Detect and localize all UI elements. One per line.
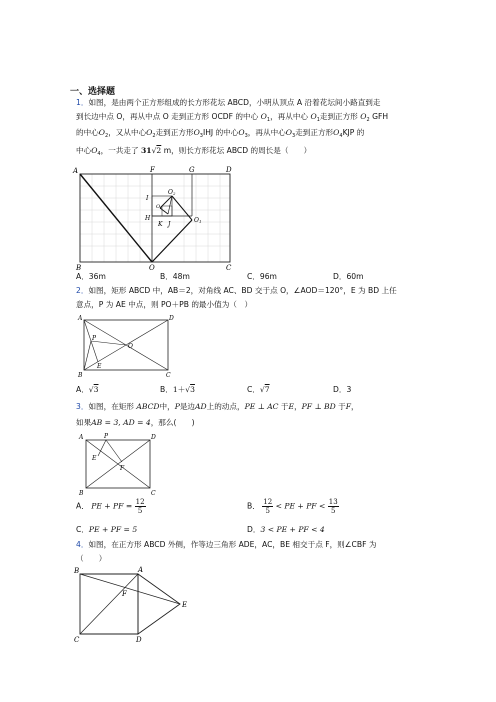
q1-rectangle-abcd [80,174,230,262]
q3-t1e: 是边 [179,402,196,411]
q3-line-pf [106,440,122,462]
q3-opt-b-den1: 5 [265,507,270,515]
q4-label-f: F [122,590,127,598]
q4-label-a: A [138,566,144,574]
q1-text-4a: 中心 [76,146,92,155]
q3-option-d[interactable] [247,524,325,535]
q2-label-e: E [97,363,102,370]
q3-t1c: 中， [159,402,175,411]
q1-label-o3: O [156,204,161,210]
q1-text-2c: 走到正方形 [319,112,358,121]
q3-option-b[interactable] [247,498,339,515]
q2-line-2: 意点，P 为 AE 中点，则 PO＋PB 的最小值为（ ） [76,300,253,309]
q3-line-2 [76,418,195,428]
q2-label-d: D [169,315,174,322]
q3-t1m: 于 [338,402,346,411]
q3-label-c: C [151,490,156,496]
q2-option-b-pre: 1＋ [172,385,186,394]
q3-t2a: 如果 [76,418,92,427]
q1-o3b: O [238,128,245,137]
q3-t1b: ABCD [136,402,160,411]
q4-line-be [80,574,180,604]
q2-option-a-value: 3 [93,385,99,394]
q3-number: 3． [76,402,89,411]
q1-o1b-sub: 1 [316,117,320,123]
q3-line-1 [76,402,359,412]
q3-label-p: P [104,433,109,440]
q4-label-e: E [182,601,188,609]
q1-sqrt-value: 2 [156,146,162,155]
q3-t1a: 如图，在矩形 [88,402,134,411]
q1-text-2a: 到长边中点 O，再从中点 O 走到正方形 OCDF 的中心 [76,112,259,121]
q3-opt-b-fraction-1 [262,498,273,515]
q2-line-1 [76,286,397,296]
q1-label-a: A [73,167,79,175]
q2-option-c[interactable] [247,384,270,395]
q4-number: 4． [76,540,89,549]
q1-o2b-sub: 2 [105,133,109,139]
q1-label-b: B [76,264,82,272]
q3-opt-a-num: 12 [135,498,145,506]
q1-label-f: F [150,166,155,174]
q2-option-a[interactable] [76,384,98,395]
q3-t1l: PF ⊥ BD [301,402,336,411]
q3-opt-b-label: B． [247,501,260,511]
q1-walked: 31 [141,146,152,155]
q2-option-a-label: A． [76,385,89,394]
q1-o4: O [333,128,340,137]
q1-o1b: O [310,112,317,121]
q3-opt-d-label: D． [247,525,261,534]
q1-label-o3-sub: 3 [160,206,163,210]
q2-text-1: 如图，矩形 ABCD 中，AB＝2，对角线 AC、BD 交于点 O，∠AOD＝120°，E 为 BD 上任 [88,286,397,295]
q3-opt-b-num1: 12 [263,498,273,506]
q1-text-3g: KJP 的 [342,128,365,137]
q3-opt-d-expr: 3 < PE + PF < 4 [260,525,325,534]
q3-t1h: PE ⊥ AC [244,402,279,411]
q2-number: 2． [76,286,89,295]
q1-grid [80,174,230,262]
q1-option-b[interactable]: B．48m [160,272,190,281]
q2-option-c-value: 7 [264,385,270,394]
q1-label-o1: O [194,217,199,224]
q1-o4-sub: 4 [339,133,343,139]
q2-label-b: B [78,372,83,378]
q4-line-2: （ ） [76,554,107,563]
section-title: 一、选择题 [70,87,116,97]
q2-label-a: A [78,315,83,322]
q1-line-3 [76,128,364,141]
q1-option-a[interactable]: A．36m [76,272,106,281]
q1-path-o1-o2 [172,196,192,220]
q1-text-3e: ，再从中心 [247,128,286,137]
q1-o1: O [260,112,267,121]
q3-t1f: AD [195,402,207,411]
q2-option-b-label: B． [160,385,173,394]
q1-label-o2: O [168,189,173,196]
q4-label-b: B [74,567,80,575]
q1-figure [72,164,242,272]
q3-t1g: 上的动点， [206,402,245,411]
q1-path-extra [168,196,172,214]
q1-label-h: H [145,215,151,222]
q3-t1i: 于 [280,402,289,411]
q2-label-c: C [166,372,171,378]
q2-figure [76,312,176,378]
q4-label-c: C [74,636,80,644]
q1-o2-sub: 2 [366,117,370,123]
q1-number: 1． [76,98,89,107]
q2-option-b-value: 3 [190,385,195,394]
q3-t1j: E [288,402,295,411]
q3-label-e: E [92,455,97,462]
q1-o3c: O [285,128,292,137]
q1-o2: O [360,112,367,121]
q3-opt-b-fraction-2 [328,498,339,515]
q3-line-pe [98,440,106,456]
q2-option-d[interactable]: D．3 [333,385,352,394]
q3-label-a: A [79,434,84,441]
q1-label-o2-sub: 2 [173,191,176,196]
q3-opt-b-den2: 5 [331,507,336,515]
q2-option-c-sqrt: √ [259,385,265,394]
q1-o1-sub: 1 [266,117,271,123]
q3-option-a[interactable] [76,498,146,515]
q2-line-bp [84,341,91,370]
q1-text-3c: 走到正方形 [155,128,194,137]
q3-opt-a-label: A． [76,501,89,511]
q3-t1n: F [345,402,351,411]
q1-line-2 [76,112,388,125]
q1-text-3b: ，又从中心 [108,128,147,137]
q1-o3: O [193,128,200,137]
q3-option-c[interactable] [76,524,137,535]
q3-t1o: ， [350,402,359,411]
q1-sqrt-symbol: √ [151,146,157,155]
q1-text-1: 如图，是由两个正方形组成的长方形花坛 ABCD，小明从顶点 A 沿着花坛间小路直到走 [88,98,381,107]
q2-option-c-label: C． [247,385,260,394]
q3-t2c: ，那么( ) [150,418,195,427]
q1-text-4c: m，则长方形花坛 ABCD 的周长是（ ） [163,146,312,155]
q3-opt-b-num2: 13 [328,498,338,506]
q1-label-o1-sub: 1 [199,219,202,224]
q3-opt-a-den: 5 [137,507,143,515]
q1-text-3d: IHJ 的中心 [202,128,239,137]
q1-label-c: C [226,264,232,272]
q1-text-3f: 走到正方形 [295,128,334,137]
q3-t1d: P [174,402,180,411]
q1-o2b: O [98,128,106,137]
q2-option-b[interactable] [160,384,195,395]
q1-label-i: I [146,195,149,202]
q1-text-4b: ，一共走了 [100,146,139,155]
q1-o2c-sub: 2 [152,133,156,139]
q3-opt-c-expr: PE + PF = 5 [88,525,138,534]
q1-line-4 [76,146,311,159]
q3-t2b: AB = 3, AD = 4 [91,418,151,427]
q1-label-j: J [168,221,171,228]
q3-opt-a-fraction [135,498,146,515]
q1-option-d[interactable]: D．60m [333,272,364,281]
q1-o4b-sub: 4 [97,151,101,157]
q4-line-1 [76,540,376,550]
q2-option-b-sqrt: √ [185,385,191,394]
q1-label-o: O [149,264,155,272]
q4-label-d: D [136,636,142,644]
q3-label-f: F [120,465,125,472]
q1-o2c: O [146,128,153,137]
q3-opt-a-expr: PE + PF = [91,501,133,511]
q1-o3-sub: 3 [199,133,203,139]
q1-o3b-sub: 3 [244,133,248,139]
q3-figure [76,432,160,496]
q3-opt-c-label: C． [76,525,89,534]
q1-label-g: G [189,166,195,174]
q2-option-a-sqrt: √ [88,385,94,394]
q4-figure [72,564,202,644]
q1-o4b: O [91,146,98,155]
q1-label-d: D [226,166,232,174]
q2-label-p: P [92,335,97,342]
q1-text-3a: 的中心 [76,128,99,137]
q3-label-b: B [79,490,84,496]
q1-option-c[interactable]: C．96m [247,272,277,281]
q1-line-1 [76,98,380,108]
q3-label-d: D [151,434,156,441]
q1-text-2d: GFH [372,112,389,121]
q4-text-1: 如图，在正方形 ABCD 外侧，作等边三角形 ADE，AC，BE 相交于点 F，则∠CBF 为 [88,540,377,549]
q1-o3c-sub: 3 [292,133,296,139]
q3-opt-b-mid: < PE + PF < [275,501,326,511]
q1-text-2b: ，再从中心 [270,112,309,121]
q2-label-o: O [128,343,133,350]
q4-triangle-ade [138,574,180,634]
q3-t1k: ， [294,402,302,411]
q1-label-k: K [158,221,163,228]
